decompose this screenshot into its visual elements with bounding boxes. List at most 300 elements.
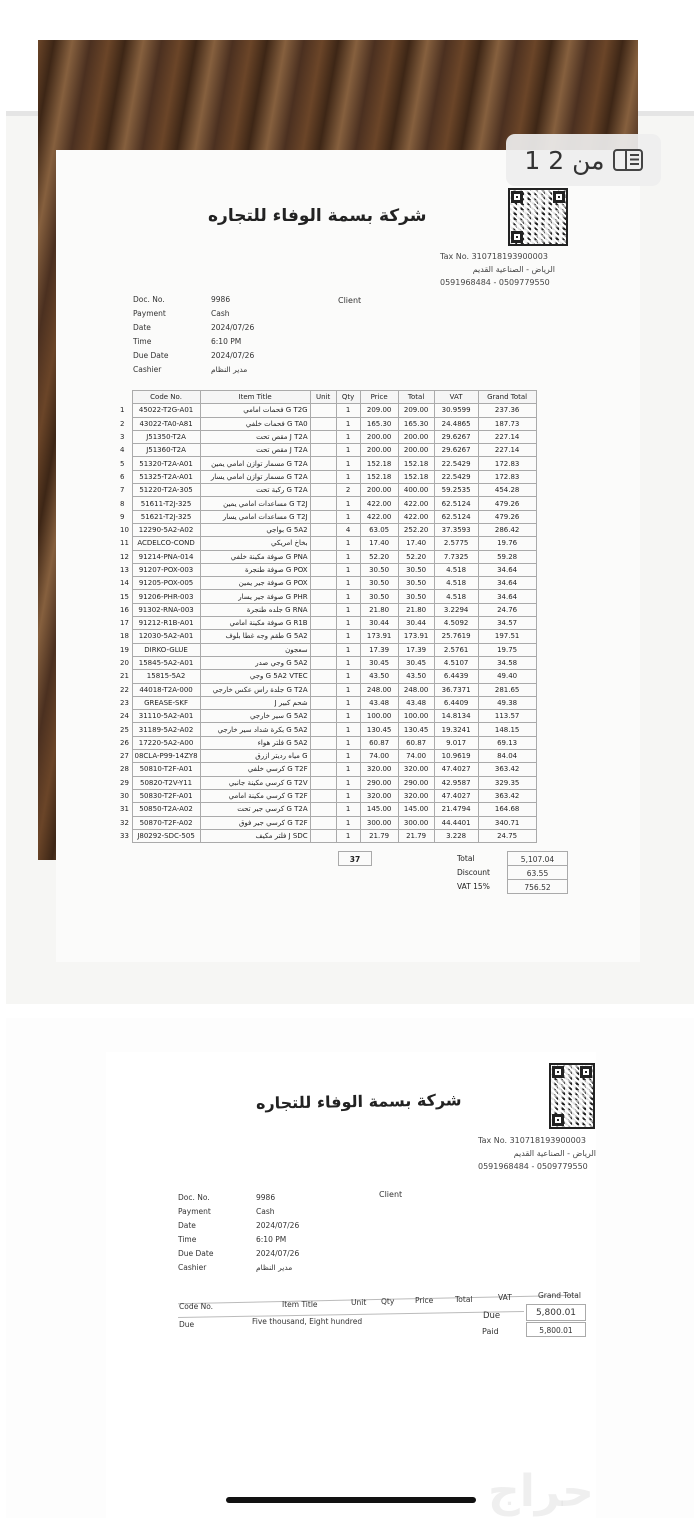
row-number: 20 [120, 659, 129, 668]
table-cell: 43.48 [360, 696, 398, 709]
table-cell [310, 723, 336, 736]
page2-column-header: Grand Total [538, 1291, 581, 1300]
column-header: Item Title [200, 391, 310, 404]
table-cell: 1 [336, 537, 360, 550]
table-cell: 1 [336, 577, 360, 590]
page2-column-header: Item Title [282, 1300, 318, 1309]
meta-row [178, 1249, 299, 1263]
table-row [118, 444, 536, 457]
meta-label: Date [178, 1221, 196, 1230]
meta-label: Cashier [178, 1263, 207, 1272]
table-cell: 21.79 [398, 829, 434, 842]
home-indicator-bar[interactable] [226, 1497, 476, 1503]
table-cell: 51325-T2A-A01 [132, 470, 200, 483]
table-cell: G مياه رديتر ازرق [200, 750, 310, 763]
table-cell: 2 [336, 484, 360, 497]
table-cell: 248.00 [398, 683, 434, 696]
table-cell: 91205-POX-005 [132, 577, 200, 590]
table-cell: 1 [336, 763, 360, 776]
table-cell: 19.76 [478, 537, 536, 550]
table-cell: 363.42 [478, 789, 536, 802]
table-cell [310, 510, 336, 523]
row-number: 29 [120, 778, 129, 787]
table-row [118, 829, 536, 842]
meta-row [178, 1207, 299, 1221]
table-cell: 30.44 [360, 617, 398, 630]
row-number: 25 [120, 725, 129, 734]
table-cell: 290.00 [360, 776, 398, 789]
table-cell: G T2F كرسي جير فوق [200, 816, 310, 829]
table-cell: 17.40 [398, 537, 434, 550]
table-cell: 1 [336, 603, 360, 616]
table-cell: G T2A كرسي جير تحت [200, 803, 310, 816]
document-meta-page2 [178, 1193, 299, 1277]
row-number: 28 [120, 765, 129, 774]
table-cell: 62.5124 [434, 497, 478, 510]
table-cell: 08CLA-P99-14ZY8 [132, 750, 200, 763]
meta-value: مدير النظام [211, 365, 248, 374]
meta-value: 6:10 PM [211, 337, 242, 346]
document-meta [133, 295, 254, 379]
table-cell: 4.518 [434, 590, 478, 603]
meta-label: Doc. No. [178, 1193, 210, 1202]
column-header: Total [398, 391, 434, 404]
table-cell: 7.7325 [434, 550, 478, 563]
table-cell: 1 [336, 590, 360, 603]
table-cell: 30.50 [360, 590, 398, 603]
page-indicator-text: 1 من 2 [524, 145, 605, 175]
table-cell: 200.00 [360, 484, 398, 497]
table-cell: 45022-T2G-A01 [132, 404, 200, 417]
table-cell: 1 [336, 829, 360, 842]
table-cell: 152.18 [398, 457, 434, 470]
table-cell: 1 [336, 497, 360, 510]
table-cell: G T2A مسمار توازن امامي يمين [200, 457, 310, 470]
table-cell: 24.75 [478, 829, 536, 842]
row-number: 6 [120, 472, 125, 481]
table-cell: G R1B صوفة مكينة امامي [200, 617, 310, 630]
table-cell: 74.00 [398, 750, 434, 763]
table-cell: 17.39 [360, 643, 398, 656]
table-cell: 24.4865 [434, 417, 478, 430]
table-cell: J T2A مقص تحت [200, 444, 310, 457]
table-cell: G 5A2 بواجي [200, 523, 310, 536]
table-cell: 145.00 [398, 803, 434, 816]
total-qty: 37 [338, 851, 372, 866]
table-cell: 24.76 [478, 603, 536, 616]
table-cell: 164.68 [478, 803, 536, 816]
page2-column-header: Total [455, 1295, 473, 1304]
table-cell: 300.00 [398, 816, 434, 829]
meta-row [133, 351, 254, 365]
row-number: 21 [120, 672, 129, 681]
table-cell [310, 643, 336, 656]
table-cell: 1 [336, 430, 360, 443]
table-row [118, 603, 536, 616]
table-cell: 340.71 [478, 816, 536, 829]
table-cell: 479.26 [478, 510, 536, 523]
table-cell: 454.28 [478, 484, 536, 497]
table-cell: G 5A2 بكرة شداد سير خارجي [200, 723, 310, 736]
row-number: 22 [120, 685, 129, 694]
table-cell: 200.00 [360, 444, 398, 457]
meta-row [178, 1193, 299, 1207]
table-cell: 59.28 [478, 550, 536, 563]
table-cell: 200.00 [398, 444, 434, 457]
table-cell [310, 577, 336, 590]
table-cell: 1 [336, 723, 360, 736]
table-cell: 173.91 [360, 630, 398, 643]
table-cell: G 5A2 VTEC وجي [200, 670, 310, 683]
table-cell: 6.4409 [434, 696, 478, 709]
table-cell: 130.45 [398, 723, 434, 736]
total-label: Total [457, 854, 475, 863]
column-header: Unit [310, 391, 336, 404]
table-cell: 187.73 [478, 417, 536, 430]
table-cell: 320.00 [398, 789, 434, 802]
table-cell: 1 [336, 683, 360, 696]
table-cell: 9.017 [434, 736, 478, 749]
table-cell: 15815-5A2 [132, 670, 200, 683]
table-cell: 21.79 [360, 829, 398, 842]
table-cell: 165.30 [398, 417, 434, 430]
row-number: 7 [120, 486, 125, 495]
table-cell: 200.00 [398, 430, 434, 443]
qr-code-icon-page2 [549, 1063, 595, 1129]
table-cell: 4.518 [434, 577, 478, 590]
table-cell: 30.45 [398, 656, 434, 669]
row-number: 9 [120, 512, 125, 521]
table-row [118, 656, 536, 669]
table-row [118, 776, 536, 789]
table-cell: 17.40 [360, 537, 398, 550]
table-cell: 2.5775 [434, 537, 478, 550]
table-cell: 209.00 [398, 404, 434, 417]
page2-column-header: Unit [351, 1298, 367, 1307]
table-cell [310, 444, 336, 457]
row-number: 31 [120, 805, 129, 814]
table-cell: 21.4794 [434, 803, 478, 816]
table-cell: G POX صوفة طنجرة [200, 563, 310, 576]
table-cell: 100.00 [360, 710, 398, 723]
table-cell: 69.13 [478, 736, 536, 749]
table-cell: 52.20 [398, 550, 434, 563]
table-cell: 320.00 [398, 763, 434, 776]
table-cell: 152.18 [360, 457, 398, 470]
table-cell: 60.87 [360, 736, 398, 749]
meta-label: Payment [133, 309, 166, 318]
table-cell: 49.40 [478, 670, 536, 683]
table-cell: G T2F كرسي خلفي [200, 763, 310, 776]
table-cell: 17.39 [398, 643, 434, 656]
table-cell [310, 789, 336, 802]
page-grid-icon [613, 149, 643, 171]
table-cell: 21.80 [360, 603, 398, 616]
table-cell: G PNA صوفة مكينة خلفي [200, 550, 310, 563]
invoice-paper-2 [106, 1052, 596, 1518]
table-cell: 152.18 [398, 470, 434, 483]
table-cell [310, 803, 336, 816]
table-cell: 172.83 [478, 457, 536, 470]
table-cell: 281.65 [478, 683, 536, 696]
table-row [118, 696, 536, 709]
company-phones-page2: 0591968484 - 0509779550 [478, 1162, 588, 1171]
meta-label: Date [133, 323, 151, 332]
table-cell: 248.00 [360, 683, 398, 696]
table-cell: 31189-5A2-A02 [132, 723, 200, 736]
table-cell: 60.87 [398, 736, 434, 749]
row-number: 1 [120, 406, 125, 415]
table-cell: 49.38 [478, 696, 536, 709]
table-cell: 51320-T2A-A01 [132, 457, 200, 470]
table-cell: 1 [336, 696, 360, 709]
meta-row [133, 323, 254, 337]
table-cell: 12290-5A2-A02 [132, 523, 200, 536]
table-cell: 30.50 [398, 563, 434, 576]
table-cell: 130.45 [360, 723, 398, 736]
table-cell: 1 [336, 750, 360, 763]
table-cell: G 5A2 وجي صدر [200, 656, 310, 669]
table-cell: 209.00 [360, 404, 398, 417]
items-table-header [118, 391, 536, 404]
meta-value: Cash [211, 309, 230, 318]
table-cell [310, 630, 336, 643]
row-number: 12 [120, 552, 129, 561]
table-cell: 4.5092 [434, 617, 478, 630]
table-cell: 91214-PNA-014 [132, 550, 200, 563]
table-cell: 3.228 [434, 829, 478, 842]
table-cell: 34.57 [478, 617, 536, 630]
table-cell: 84.04 [478, 750, 536, 763]
table-cell: 422.00 [360, 510, 398, 523]
table-row [118, 723, 536, 736]
table-cell: 290.00 [398, 776, 434, 789]
table-cell: 15845-5A2-A01 [132, 656, 200, 669]
table-cell: 1 [336, 656, 360, 669]
table-cell: G T2F كرسي مكينة امامي [200, 789, 310, 802]
table-cell: 50850-T2A-A02 [132, 803, 200, 816]
table-cell: 363.42 [478, 763, 536, 776]
page2-paid-label: Paid [482, 1327, 499, 1336]
table-cell: 1 [336, 417, 360, 430]
company-phones: 0591968484 - 0509779550 [440, 278, 550, 287]
table-cell [310, 763, 336, 776]
table-cell: 43.50 [360, 670, 398, 683]
table-cell: 1 [336, 670, 360, 683]
table-cell: 1 [336, 470, 360, 483]
table-row [118, 816, 536, 829]
table-row [118, 643, 536, 656]
table-cell: 22.5429 [434, 470, 478, 483]
table-row [118, 763, 536, 776]
table-cell: 29.6267 [434, 430, 478, 443]
table-row [118, 404, 536, 417]
row-number: 16 [120, 605, 129, 614]
table-cell [310, 710, 336, 723]
table-cell: 422.00 [360, 497, 398, 510]
meta-row [133, 337, 254, 351]
table-cell: 10.9619 [434, 750, 478, 763]
table-cell: 113.57 [478, 710, 536, 723]
table-cell [310, 617, 336, 630]
total-label: VAT 15% [457, 882, 490, 891]
table-cell: 197.51 [478, 630, 536, 643]
table-cell: 74.00 [360, 750, 398, 763]
row-number: 11 [120, 539, 129, 548]
table-cell [310, 816, 336, 829]
table-cell [310, 603, 336, 616]
table-cell [310, 696, 336, 709]
table-cell: 31110-5A2-A01 [132, 710, 200, 723]
table-cell: 152.18 [360, 470, 398, 483]
table-cell [310, 430, 336, 443]
total-value: 5,107.04 [507, 851, 568, 866]
table-cell: J51360-T2A [132, 444, 200, 457]
table-cell: 34.64 [478, 577, 536, 590]
table-cell: G T2A مسمار توازن امامي يسار [200, 470, 310, 483]
table-row [118, 550, 536, 563]
row-number: 5 [120, 459, 125, 468]
meta-value: 6:10 PM [256, 1235, 287, 1244]
row-number: 17 [120, 619, 129, 628]
table-cell: 1 [336, 816, 360, 829]
table-cell: 30.50 [360, 577, 398, 590]
table-cell: 320.00 [360, 763, 398, 776]
table-cell: G T2V كرسي مكينة جانبي [200, 776, 310, 789]
table-row [118, 683, 536, 696]
table-cell: 1 [336, 550, 360, 563]
table-row [118, 736, 536, 749]
row-number: 14 [120, 579, 129, 588]
table-row [118, 430, 536, 443]
table-row [118, 577, 536, 590]
company-name: شركة بسمة الوفاء للتجاره [208, 206, 427, 226]
table-cell: 44.4401 [434, 816, 478, 829]
table-row [118, 510, 536, 523]
row-number: 10 [120, 526, 129, 535]
table-cell: 1 [336, 444, 360, 457]
table-cell: G 5A2 سير خارجي [200, 710, 310, 723]
table-cell: 91302-RNA-003 [132, 603, 200, 616]
table-cell: 42.9587 [434, 776, 478, 789]
table-cell: G T2J مساعدات امامي يسار [200, 510, 310, 523]
items-table [118, 390, 537, 843]
table-cell: 91206-PHR-003 [132, 590, 200, 603]
column-header: Code No. [132, 391, 200, 404]
table-cell: 300.00 [360, 816, 398, 829]
company-name-page2: شركة بسمة الوفاء للتجاره [255, 1090, 462, 1113]
table-row [118, 750, 536, 763]
table-cell: 1 [336, 563, 360, 576]
table-cell: 30.45 [360, 656, 398, 669]
table-cell: G TA0 فحمات خلفي [200, 417, 310, 430]
row-number: 33 [120, 831, 129, 840]
table-cell: 100.00 [398, 710, 434, 723]
row-number: 13 [120, 566, 129, 574]
haraj-watermark: حراج [488, 1466, 594, 1517]
table-cell: 19.3241 [434, 723, 478, 736]
row-number: 27 [120, 752, 129, 761]
table-row [118, 457, 536, 470]
total-value: 756.52 [507, 879, 568, 894]
table-cell: 148.15 [478, 723, 536, 736]
table-cell: 422.00 [398, 497, 434, 510]
page2-due-label: Due [179, 1320, 195, 1329]
table-row [118, 470, 536, 483]
table-cell: 59.2535 [434, 484, 478, 497]
meta-value: 2024/07/26 [211, 323, 255, 332]
meta-label: Cashier [133, 365, 162, 374]
table-row [118, 523, 536, 536]
table-cell: G T2J مساعدات امامي يمين [200, 497, 310, 510]
meta-value: 9986 [256, 1193, 276, 1202]
table-cell: ACDELCO-COND [132, 537, 200, 550]
page2-column-header: Qty [381, 1297, 395, 1306]
row-number: 3 [120, 433, 125, 442]
table-cell [310, 417, 336, 430]
page-indicator-badge[interactable] [506, 134, 661, 186]
row-number: 32 [120, 818, 129, 827]
table-cell [310, 404, 336, 417]
row-number: 4 [120, 446, 125, 455]
table-cell: 29.6267 [434, 444, 478, 457]
table-cell: 4 [336, 523, 360, 536]
table-cell: 1 [336, 710, 360, 723]
table-cell: 30.44 [398, 617, 434, 630]
company-info [440, 250, 555, 289]
table-cell: 25.7619 [434, 630, 478, 643]
table-cell: 1 [336, 457, 360, 470]
table-cell [310, 550, 336, 563]
table-cell [310, 457, 336, 470]
table-cell: 50820-T2V-Y11 [132, 776, 200, 789]
row-number: 19 [120, 645, 129, 654]
table-cell: 1 [336, 736, 360, 749]
table-cell: 1 [336, 630, 360, 643]
meta-label: Payment [178, 1207, 211, 1216]
table-row [118, 497, 536, 510]
table-cell: 34.64 [478, 590, 536, 603]
column-header: VAT [434, 391, 478, 404]
table-cell: 1 [336, 776, 360, 789]
table-cell: 227.14 [478, 444, 536, 457]
company-info-page2 [478, 1134, 596, 1173]
row-number: 18 [120, 632, 129, 641]
table-cell: 43022-TA0-A81 [132, 417, 200, 430]
table-row [118, 630, 536, 643]
table-cell: 145.00 [360, 803, 398, 816]
table-cell: 30.9599 [434, 404, 478, 417]
table-cell [310, 656, 336, 669]
table-cell [310, 750, 336, 763]
table-row [118, 537, 536, 550]
page2-column-header: Code No. [179, 1302, 214, 1311]
page2-column-header: Price [415, 1296, 434, 1305]
row-number: 2 [120, 419, 125, 428]
table-cell [310, 537, 336, 550]
table-cell: 12030-5A2-A01 [132, 630, 200, 643]
table-cell [310, 590, 336, 603]
table-cell: 200.00 [360, 430, 398, 443]
page2-due-amount: 5,800.01 [526, 1304, 586, 1321]
meta-row [178, 1263, 299, 1277]
table-cell: 173.91 [398, 630, 434, 643]
table-cell: 172.83 [478, 470, 536, 483]
table-row [118, 563, 536, 576]
table-cell: 1 [336, 404, 360, 417]
table-cell: 30.50 [398, 590, 434, 603]
table-cell: 422.00 [398, 510, 434, 523]
